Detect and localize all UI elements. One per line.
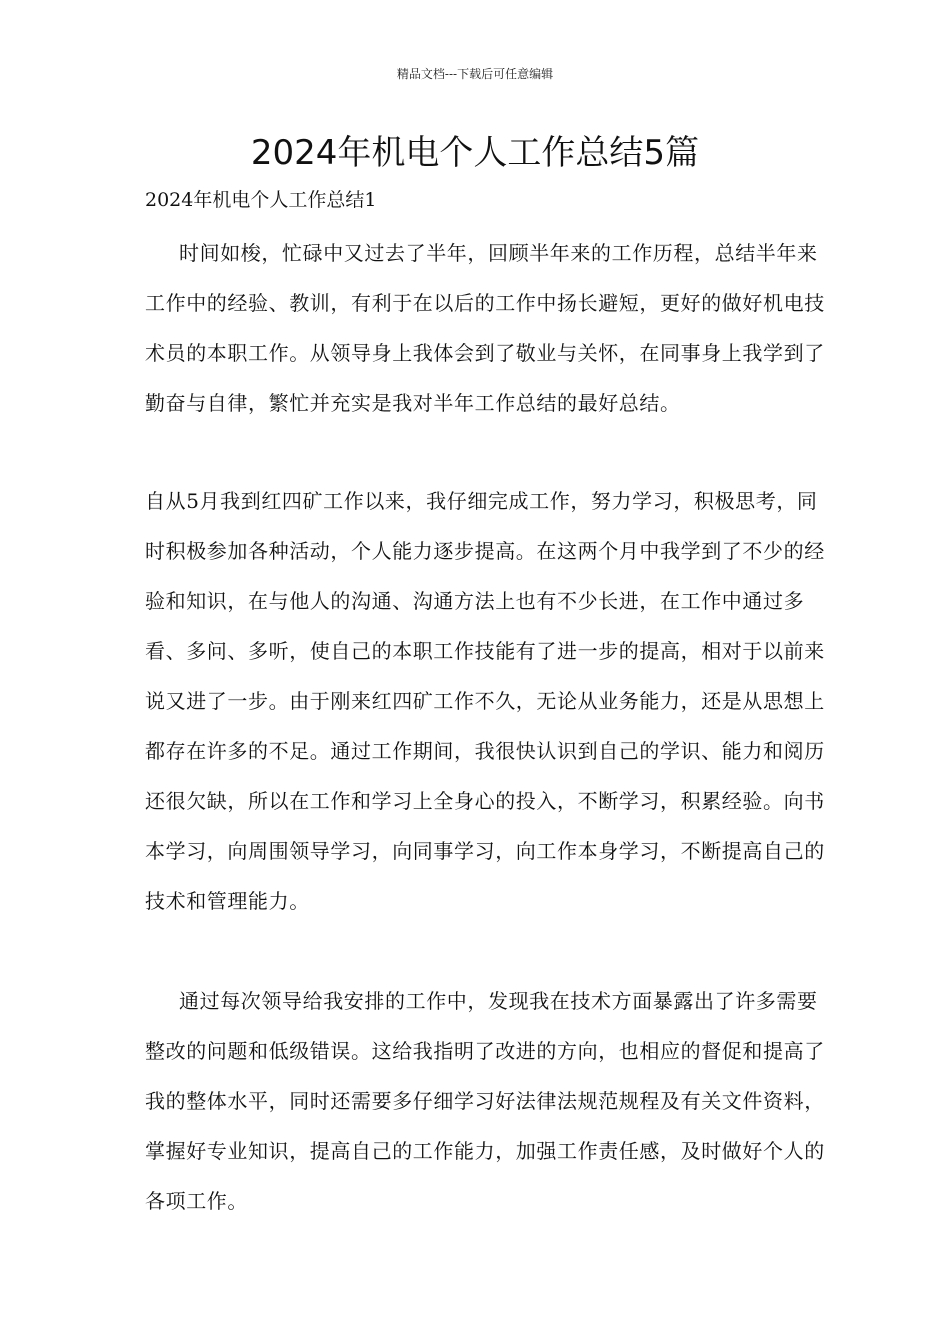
section-heading: 2024年机电个人工作总结1: [145, 189, 377, 211]
paragraph-3: 通过每次领导给我安排的工作中，发现我在技术方面暴露出了许多需要整改的问题和低级错误。这给我指明了改进的方向，也相应的督促和提高了我的整体水平，同时还需要多仔细学习好法律法规范规程及有关文件资料，掌握好专业知识，提高自己的工作能力，加强工作责任感，及时做好个人的各项工作。: [145, 989, 825, 1213]
paragraph-1: 时间如梭，忙碌中又过去了半年，回顾半年来的工作历程，总结半年来工作中的经验、教训，有利于在以后的工作中扬长避短，更好的做好机电技术员的本职工作。从领导身上我体会到了敬业与关怀，在同事身上我学到了勤奋与自律，繁忙并充实是我对半年工作总结的最好总结。: [145, 241, 825, 415]
document-title: 2024年机电个人工作总结5篇: [250, 133, 700, 173]
paragraph-2: 自从5月我到红四矿工作以来，我仔细完成工作，努力学习，积极思考，同时积极参加各种活动，个人能力逐步提高。在这两个月中我学到了不少的经验和知识，在与他人的沟通、沟通方法上也有不少长进，在工作中通过多看、多问、多听，使自己的本职工作技能有了进一步的提高，相对于以前来说又进了一步。由于刚来红四矿工作不久，无论从业务能力，还是从思想上都存在许多的不足。通过工作期间，我很快认识到自己的学识、能力和阅历还很欠缺，所以在工作和学习上全身心的投入，不断学习，积累经验。向书本学习，向周围领导学习，向同事学习，向工作本身学习，不断提高自己的技术和管理能力。: [145, 489, 825, 913]
page-header: 精品文档---下载后可任意编辑: [396, 67, 554, 81]
